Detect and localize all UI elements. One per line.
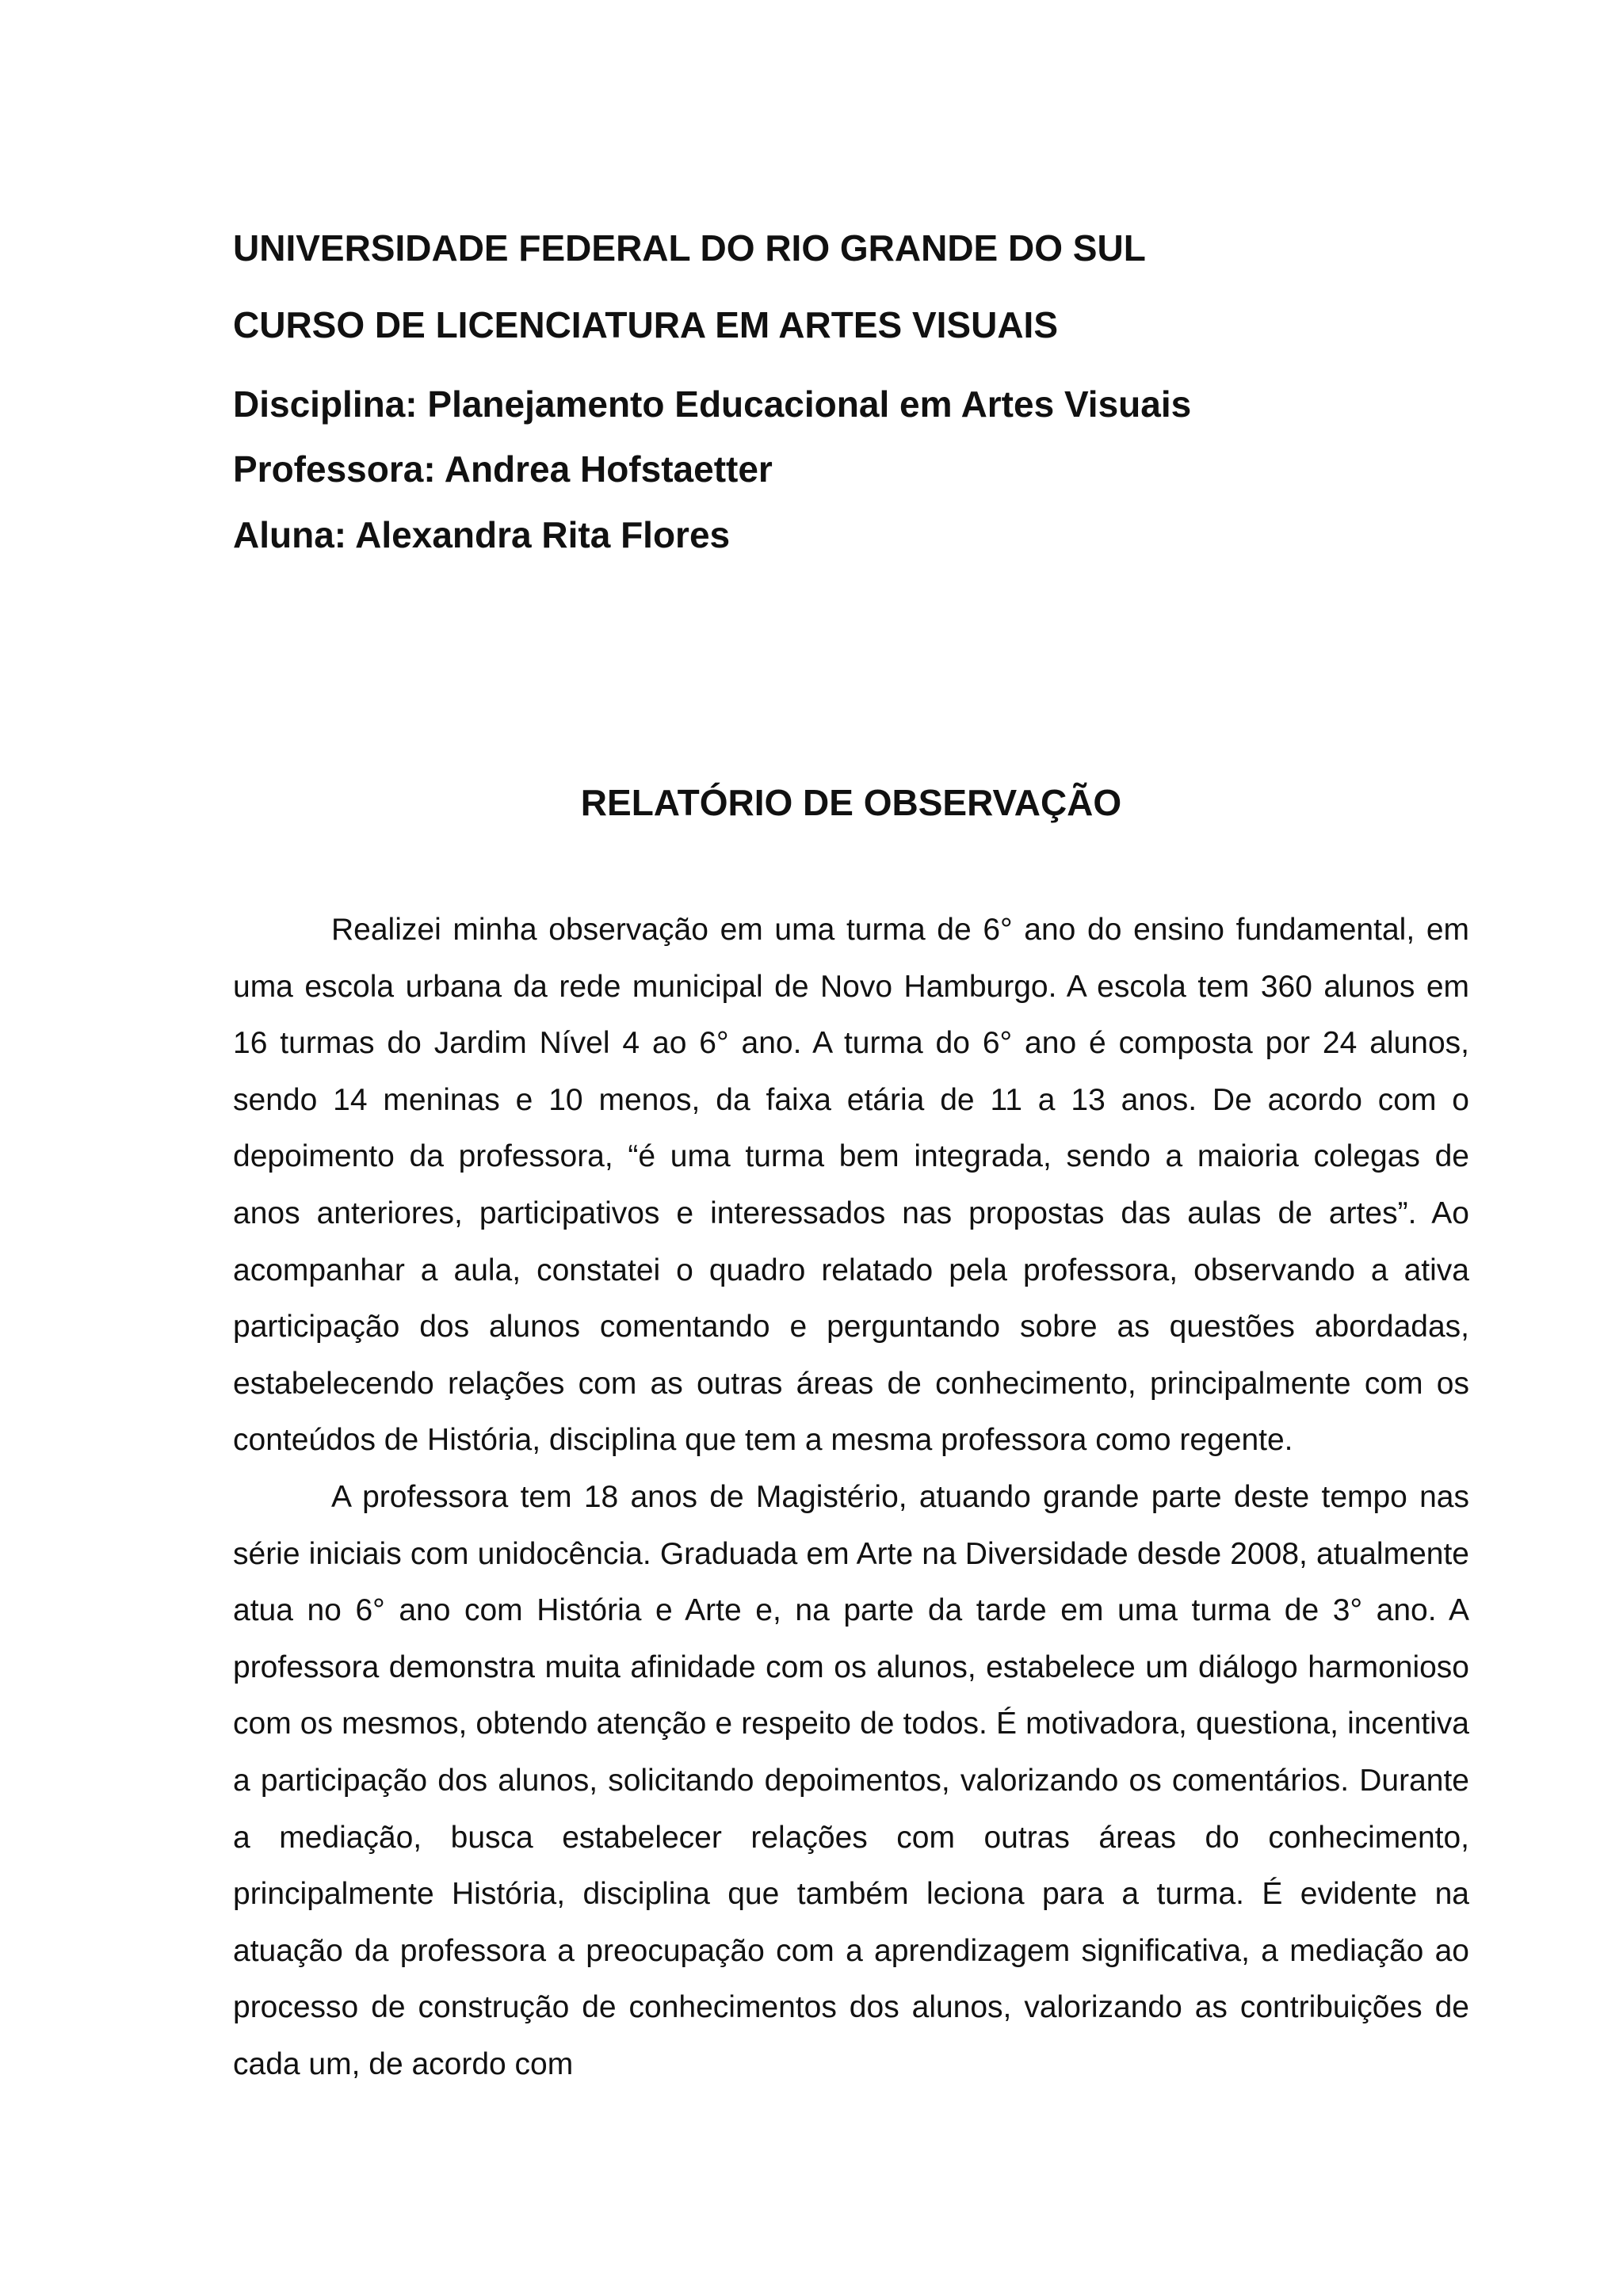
course-name: CURSO DE LICENCIATURA EM ARTES VISUAIS — [233, 304, 1059, 345]
professor-line: Professora: Andrea Hofstaetter — [233, 448, 773, 490]
report-title: RELATÓRIO DE OBSERVAÇÃO — [580, 782, 1122, 823]
paragraph-1: Realizei minha observação em uma turma de 6° ano do ensino fundamental, em uma escola urbana da rede municipal de Novo Hamburgo. A escola tem 360 alunos em 16 turmas do Jardim Nível 4 ao 6° ano. A turma do 6° ano é composta por 24 alunos, sendo 14 meninas e 10 menos, da faixa etária de 11 a 13 anos. De acordo com o depoimento da professora, “é uma turma bem integrada, sendo a maioria colegas de anos anteriores, participativos e interessados nas propostas das aulas de artes”. Ao acompanhar a aula, constatei o quadro relatado pela professora, observando a ativa participação dos alunos comentando e perguntando sobre as questões abordadas, estabelecendo relações com as outras áreas de conhecimento, principalmente com os conteúdos de História, disciplina que tem a mesma professora como regente. — [233, 913, 1469, 1458]
student-line: Aluna: Alexandra Rita Flores — [233, 514, 731, 555]
paragraph-2: A professora tem 18 anos de Magistério, atuando grande parte deste tempo nas série iniciais com unidocência. Graduada em Arte na Diversidade desde 2008, atualmente atua no 6° ano com História e Arte e, na parte da tarde em uma turma de 3° ano. A professora demonstra muita afinidade com os alunos, estabelece um diálogo harmonioso com os mesmos, obtendo atenção e respeito de todos. É motivadora, questiona, incentiva a participação dos alunos, solicitando depoimentos, valorizando os comentários. Durante a mediação, busca estabelecer relações com outras áreas do conhecimento, principalmente História, disciplina que também leciona para a turma. É evidente na atuação da professora a preocupação com a aprendizagem significativa, a mediação ao processo de construção de conhecimentos dos alunos, valorizando as contribuições de cada um, de acordo com — [233, 1479, 1469, 2081]
report-body — [233, 902, 1469, 2092]
university-name: UNIVERSIDADE FEDERAL DO RIO GRANDE DO SUL — [233, 227, 1146, 269]
discipline-line: Disciplina: Planejamento Educacional em Artes Visuais — [233, 383, 1192, 425]
